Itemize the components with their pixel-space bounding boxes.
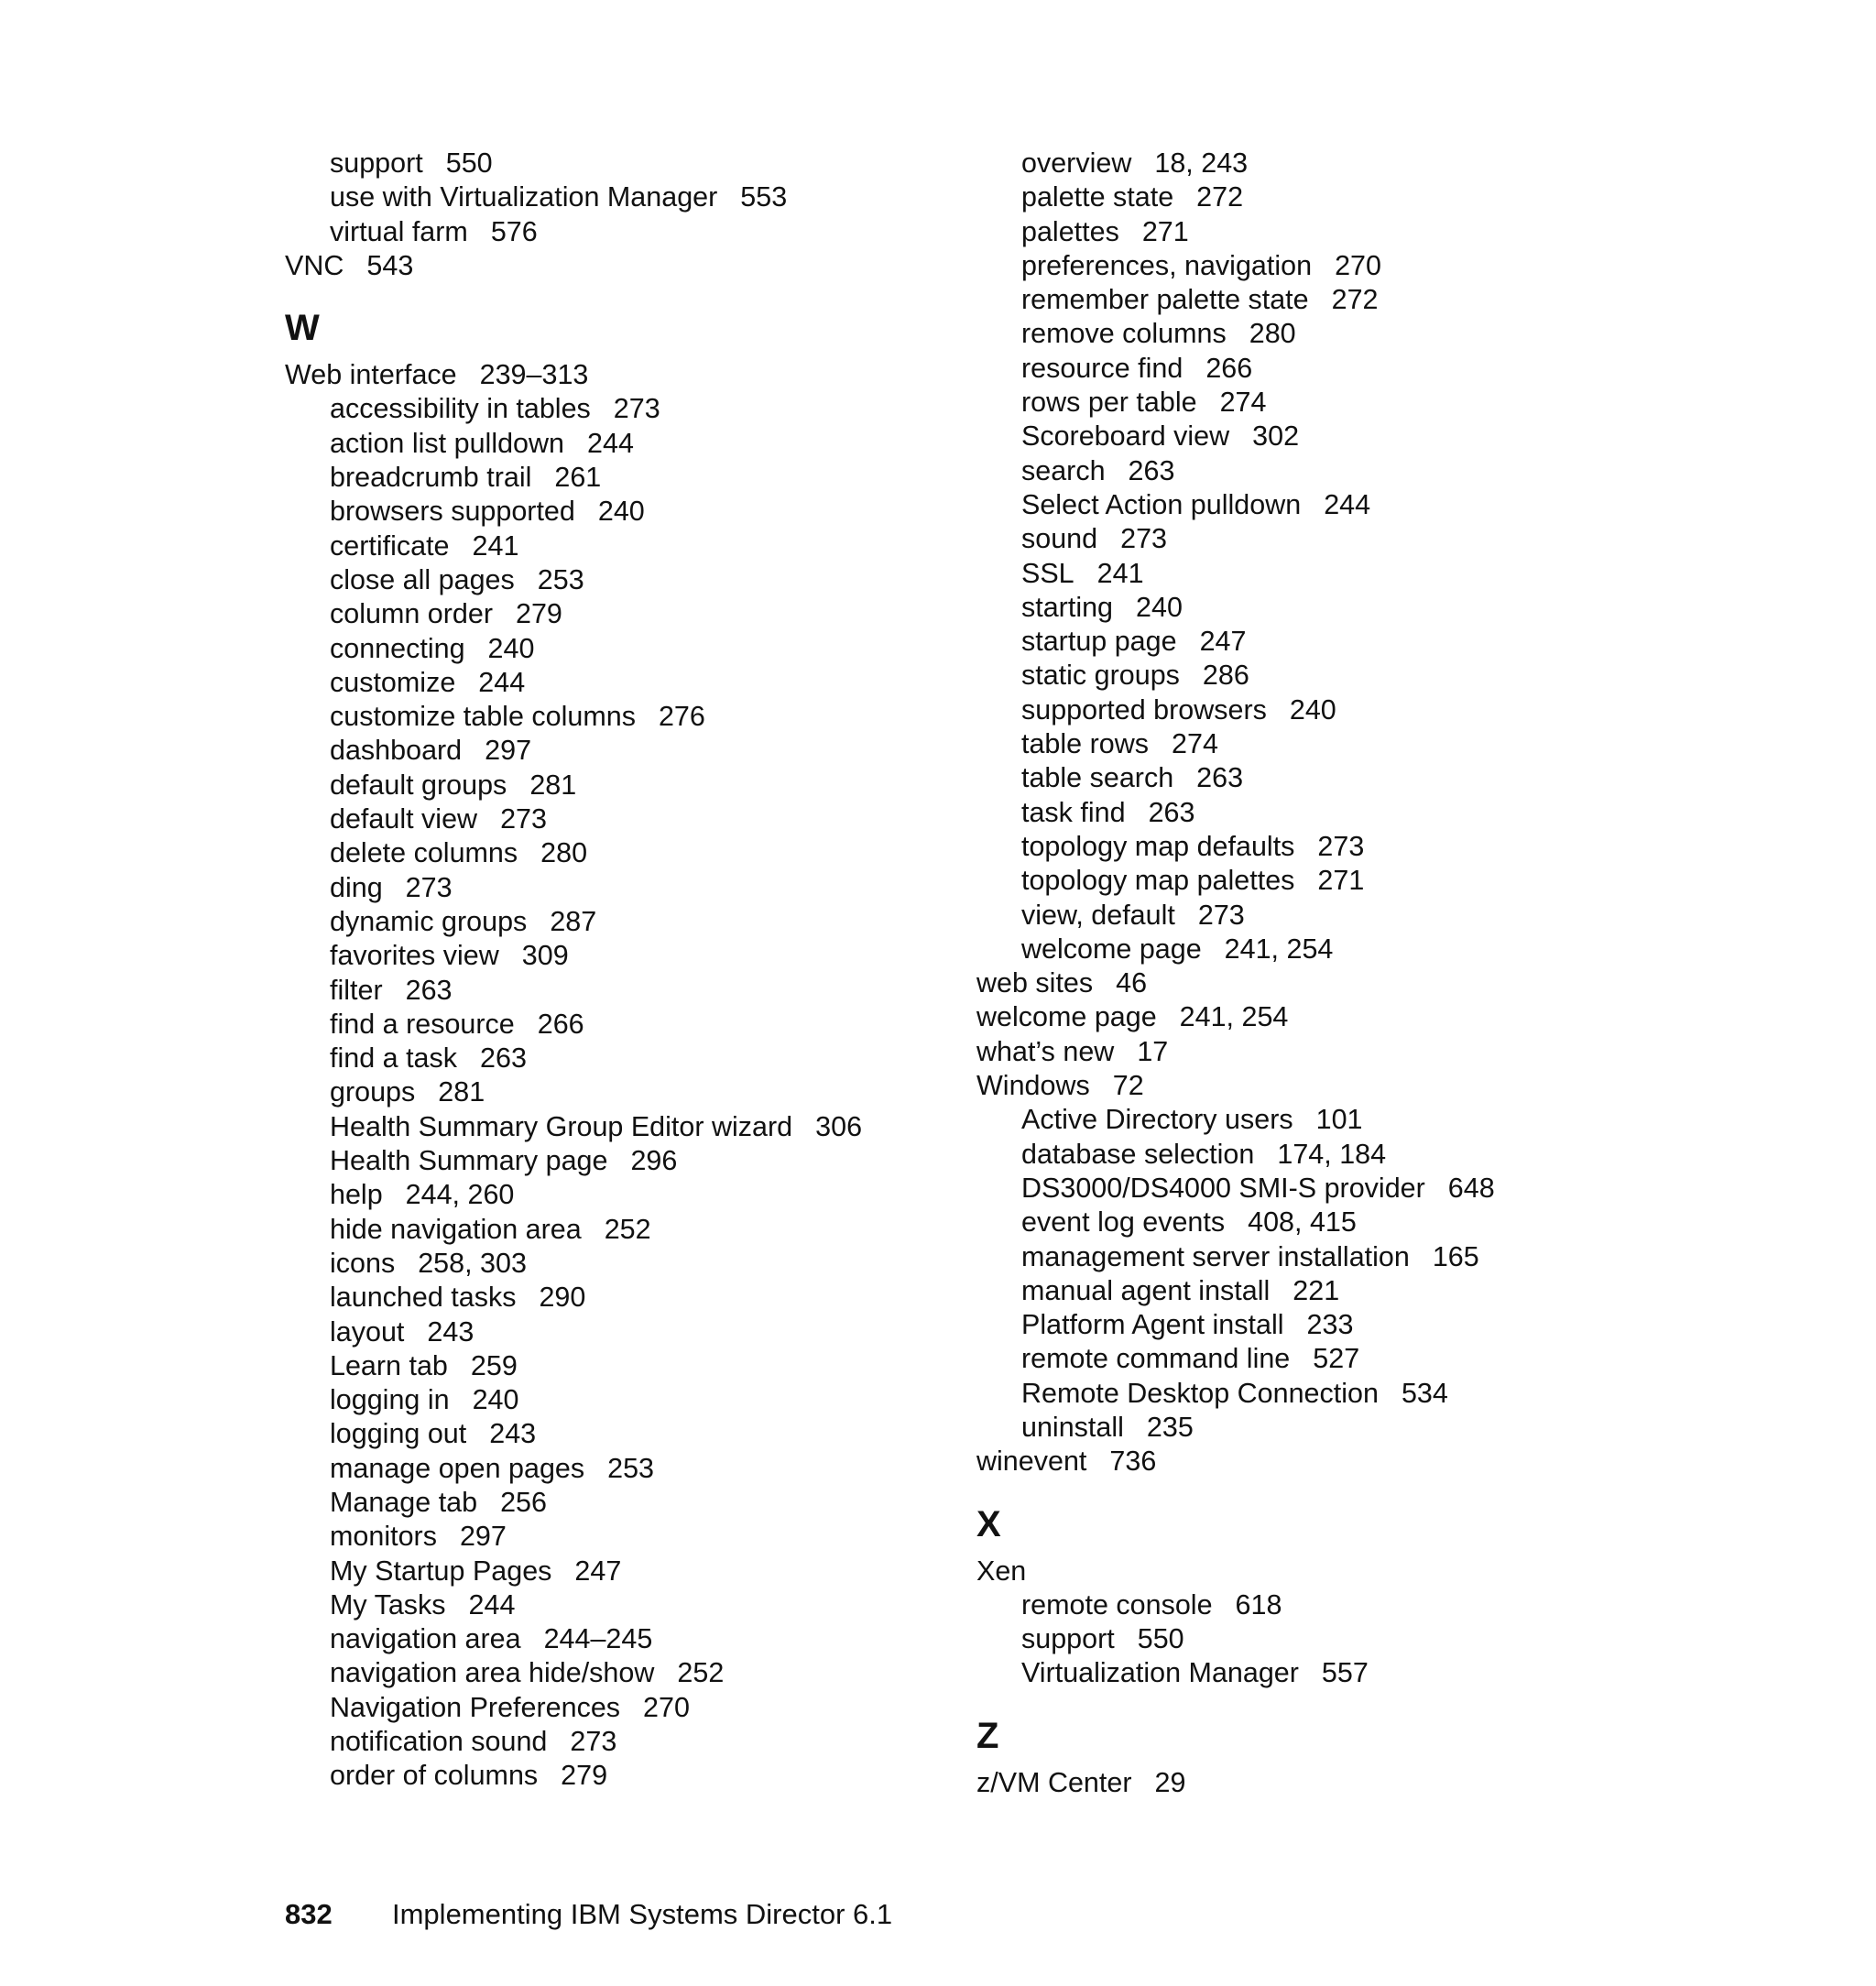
index-subentry — [285, 905, 862, 939]
index-subentry — [285, 1315, 862, 1349]
index-subentry — [285, 1486, 862, 1520]
index-page-refs: 241 — [1096, 557, 1144, 589]
index-page-refs: 281 — [529, 769, 577, 801]
index-term: order of columns — [330, 1760, 539, 1792]
index-subentry — [285, 563, 862, 597]
index-page-refs: 266 — [537, 1008, 584, 1040]
index-page-refs: 281 — [438, 1076, 485, 1108]
index-subentry — [976, 1588, 1495, 1622]
index-page-refs: 290 — [539, 1282, 586, 1314]
index-subentry — [976, 1411, 1495, 1445]
index-term: ding — [330, 871, 383, 903]
index-page-refs: 101 — [1315, 1104, 1363, 1136]
index-page-refs: 543 — [366, 249, 414, 281]
index-subentry — [285, 939, 862, 973]
index-page-refs: 252 — [604, 1213, 651, 1245]
index-page-refs: 279 — [516, 598, 562, 630]
index-subentry — [976, 283, 1495, 317]
index-subentry — [976, 1622, 1495, 1656]
index-term: default groups — [330, 769, 507, 801]
index-subentry — [976, 761, 1495, 795]
index-term: help — [330, 1179, 383, 1211]
index-page-refs: 272 — [1196, 181, 1244, 213]
index-term: Active Directory users — [1021, 1104, 1293, 1136]
index-subentry — [976, 659, 1495, 693]
index-subentry — [976, 180, 1495, 214]
index-subentry — [285, 1417, 862, 1451]
index-page-refs: 240 — [597, 496, 645, 528]
index-subentry — [976, 1138, 1495, 1172]
index-page-refs: 244–245 — [543, 1623, 653, 1655]
index-page-refs: 302 — [1252, 420, 1300, 453]
index-page-refs: 263 — [1128, 454, 1175, 486]
book-title: Implementing IBM Systems Director 6.1 — [392, 1898, 893, 1930]
index-subentry — [285, 392, 862, 426]
index-term: groups — [330, 1076, 416, 1108]
index-subentry — [976, 1308, 1495, 1342]
index-term: dashboard — [330, 735, 463, 767]
index-subentry — [285, 1725, 862, 1759]
index-subentry — [976, 864, 1495, 898]
index-page-refs: 247 — [574, 1555, 622, 1587]
index-term: close all pages — [330, 563, 515, 595]
index-page-refs: 286 — [1202, 660, 1249, 692]
index-page-refs: 550 — [445, 147, 493, 179]
index-subentry — [285, 1008, 862, 1042]
index-page-refs: 72 — [1112, 1070, 1144, 1102]
index-term: Health Summary Group Editor wizard — [330, 1110, 793, 1142]
index-term: support — [1021, 1623, 1115, 1655]
index-subentry — [285, 147, 862, 180]
index-term: welcome page — [1021, 933, 1202, 965]
index-page-refs: 273 — [1317, 830, 1365, 862]
index-subentry — [285, 1178, 862, 1212]
index-subentry — [285, 1281, 862, 1315]
index-entry — [976, 1555, 1495, 1588]
index-subentry — [976, 488, 1495, 522]
index-term: palette state — [1021, 181, 1174, 213]
index-page-refs: 244 — [468, 1588, 516, 1620]
index-page-refs: 259 — [470, 1349, 518, 1381]
index-page-refs: 263 — [1148, 796, 1195, 828]
index-term: Virtualization Manager — [1021, 1657, 1299, 1689]
index-subentry — [285, 1555, 862, 1588]
index-page-refs: 241, 254 — [1224, 933, 1334, 965]
index-term: event log events — [1021, 1206, 1226, 1239]
index-subentry — [285, 1520, 862, 1554]
index-entry — [976, 1000, 1495, 1034]
index-column-left — [285, 147, 862, 1794]
index-term: Platform Agent install — [1021, 1309, 1284, 1341]
index-term: favorites view — [330, 940, 499, 972]
index-term: remove columns — [1021, 318, 1227, 350]
index-term: layout — [330, 1315, 405, 1348]
index-term: overview — [1021, 147, 1132, 179]
index-section-letter: X — [976, 1503, 1001, 1544]
index-page-refs: 258, 303 — [418, 1247, 527, 1279]
index-term: winevent — [976, 1446, 1087, 1478]
index-term: remote command line — [1021, 1343, 1291, 1375]
index-subentry — [976, 796, 1495, 830]
index-page-refs: 263 — [1196, 762, 1244, 794]
index-page-refs: 297 — [485, 735, 532, 767]
index-page-refs: 235 — [1146, 1411, 1194, 1443]
index-entry — [976, 1766, 1495, 1800]
index-term: certificate — [330, 529, 450, 562]
index-subentry — [976, 1377, 1495, 1411]
index-subentry — [285, 769, 862, 802]
index-page-refs: 550 — [1137, 1623, 1184, 1655]
index-subentry — [976, 1240, 1495, 1274]
index-term: search — [1021, 454, 1106, 486]
index-page-refs: 221 — [1292, 1274, 1340, 1306]
index-term: Manage tab — [330, 1486, 478, 1518]
index-term: monitors — [330, 1521, 437, 1553]
index-page-refs: 557 — [1321, 1657, 1369, 1689]
index-section-letter: Z — [976, 1715, 999, 1756]
index-page-refs: 17 — [1137, 1035, 1169, 1067]
index-page-refs: 29 — [1154, 1766, 1186, 1798]
index-page-refs: 271 — [1141, 215, 1189, 247]
index-subentry — [285, 871, 862, 905]
index-page-refs: 273 — [613, 393, 660, 425]
index-term: Select Action pulldown — [1021, 488, 1302, 520]
index-page-refs: 273 — [500, 803, 547, 835]
index-term: browsers supported — [330, 496, 575, 528]
index-page-refs: 280 — [1249, 318, 1296, 350]
index-subentry — [976, 1103, 1495, 1137]
index-page-refs: 239–313 — [479, 359, 589, 391]
index-term: navigation area hide/show — [330, 1657, 655, 1689]
index-page-refs: 244 — [1324, 488, 1371, 520]
index-subentry — [976, 693, 1495, 727]
index-page-refs: 279 — [561, 1760, 608, 1792]
index-term: VNC — [285, 249, 344, 281]
index-subentry — [285, 215, 862, 249]
index-term: virtual farm — [330, 215, 468, 247]
index-entry — [285, 249, 862, 283]
index-page-refs: 165 — [1432, 1240, 1479, 1272]
index-term: table rows — [1021, 728, 1150, 760]
index-subentry — [976, 625, 1495, 659]
index-entry — [285, 358, 862, 392]
index-subentry — [285, 1075, 862, 1109]
index-term: preferences, navigation — [1021, 249, 1313, 281]
index-subentry — [976, 386, 1495, 420]
index-page-refs: 272 — [1331, 284, 1379, 316]
index-subentry — [285, 1452, 862, 1486]
index-term: action list pulldown — [330, 427, 565, 459]
index-term: manage open pages — [330, 1452, 585, 1484]
index-term: manual agent install — [1021, 1274, 1271, 1306]
index-term: find a resource — [330, 1008, 515, 1040]
index-subentry — [976, 522, 1495, 556]
index-term: Remote Desktop Connection — [1021, 1377, 1379, 1409]
index-subentry — [976, 352, 1495, 386]
index-subentry — [976, 215, 1495, 249]
index-page-refs: 244, 260 — [405, 1179, 515, 1211]
index-page-refs: 306 — [815, 1110, 863, 1142]
index-subentry — [976, 557, 1495, 591]
index-subentry — [976, 420, 1495, 453]
index-page-refs: 287 — [550, 905, 597, 937]
index-page-refs: 261 — [554, 462, 602, 494]
index-term: Learn tab — [330, 1349, 448, 1381]
index-page-refs: 648 — [1447, 1172, 1495, 1204]
index-page-refs: 273 — [1197, 899, 1245, 931]
index-page-refs: 309 — [521, 940, 569, 972]
index-term: what’s new — [976, 1035, 1115, 1067]
page-number: 832 — [285, 1898, 333, 1930]
index-subentry — [976, 249, 1495, 283]
index-page-refs: 233 — [1306, 1309, 1354, 1341]
index-subentry — [285, 1691, 862, 1725]
index-page-refs: 243 — [427, 1315, 474, 1348]
index-term: database selection — [1021, 1138, 1255, 1170]
index-subentry — [976, 147, 1495, 180]
index-term: customize — [330, 666, 456, 698]
index-subentry — [976, 1274, 1495, 1308]
index-term: startup page — [1021, 626, 1177, 658]
index-subentry — [976, 727, 1495, 761]
index-page-refs: 274 — [1219, 387, 1267, 419]
index-subentry — [285, 427, 862, 461]
index-subentry — [285, 1144, 862, 1178]
index-subentry — [976, 830, 1495, 864]
index-term: breadcrumb trail — [330, 462, 532, 494]
index-term: starting — [1021, 591, 1114, 623]
index-page-refs: 296 — [630, 1145, 678, 1177]
index-term: icons — [330, 1247, 396, 1279]
index-page-refs: 270 — [1335, 249, 1381, 281]
index-term: navigation area — [330, 1623, 521, 1655]
index-subentry — [285, 1759, 862, 1793]
index-subentry — [285, 666, 862, 700]
index-term: logging out — [330, 1418, 467, 1450]
index-page-refs: 276 — [658, 701, 705, 733]
index-term: topology map palettes — [1021, 865, 1295, 897]
index-subentry — [976, 1206, 1495, 1239]
index-subentry — [976, 1342, 1495, 1376]
index-subentry — [285, 529, 862, 563]
index-page-refs: 247 — [1199, 626, 1247, 658]
index-page-refs: 241 — [472, 529, 519, 562]
index-page-refs: 736 — [1109, 1446, 1157, 1478]
index-term: column order — [330, 598, 493, 630]
index-entry — [976, 1069, 1495, 1103]
index-page-refs: 240 — [1289, 693, 1336, 726]
index-page-refs: 240 — [487, 632, 535, 664]
index-term: find a task — [330, 1042, 458, 1075]
index-term: notification sound — [330, 1726, 548, 1758]
index-term: launched tasks — [330, 1282, 517, 1314]
index-term: Navigation Preferences — [330, 1691, 621, 1723]
index-term: use with Virtualization Manager — [330, 181, 718, 213]
index-page-refs: 576 — [490, 215, 538, 247]
index-page-refs: 273 — [1120, 523, 1167, 555]
index-subentry — [285, 802, 862, 836]
index-page-refs: 618 — [1235, 1588, 1282, 1620]
index-term: Xen — [976, 1555, 1027, 1587]
index-subentry — [976, 591, 1495, 625]
index-subentry — [285, 1213, 862, 1247]
index-term: topology map defaults — [1021, 830, 1295, 862]
index-term: sound — [1021, 523, 1098, 555]
index-page-refs: 273 — [405, 871, 453, 903]
index-page-refs: 256 — [500, 1486, 547, 1518]
index-term: My Startup Pages — [330, 1555, 552, 1587]
index-page-refs: 243 — [489, 1418, 537, 1450]
index-page-refs: 18, 243 — [1154, 147, 1249, 179]
index-term: view, default — [1021, 899, 1175, 931]
index-term: uninstall — [1021, 1411, 1124, 1443]
index-term: SSL — [1021, 557, 1074, 589]
index-term: palettes — [1021, 215, 1119, 247]
index-subentry — [285, 1042, 862, 1075]
index-page-refs: 174, 184 — [1277, 1138, 1387, 1170]
index-term: task find — [1021, 796, 1126, 828]
index-term: default view — [330, 803, 478, 835]
index-subentry — [285, 180, 862, 214]
index-subentry — [285, 1349, 862, 1383]
index-page-refs: 527 — [1313, 1343, 1360, 1375]
index-subentry — [285, 1383, 862, 1417]
index-term: dynamic groups — [330, 905, 528, 937]
index-term: My Tasks — [330, 1588, 446, 1620]
index-subentry — [976, 899, 1495, 933]
index-page-refs: 253 — [537, 563, 584, 595]
index-term: accessibility in tables — [330, 393, 591, 425]
index-page-refs: 266 — [1205, 352, 1253, 384]
index-page-refs: 297 — [459, 1521, 507, 1553]
index-subentry — [285, 1588, 862, 1622]
index-subentry — [285, 495, 862, 529]
index-page-refs: 534 — [1401, 1377, 1448, 1409]
index-term: static groups — [1021, 660, 1180, 692]
index-term: logging in — [330, 1384, 450, 1416]
index-term: Windows — [976, 1070, 1090, 1102]
index-column-right — [976, 147, 1495, 1800]
index-subentry — [285, 632, 862, 666]
index-page-refs: 280 — [540, 837, 588, 869]
index-term: z/VM Center — [976, 1766, 1132, 1798]
index-page-refs: 408, 415 — [1248, 1206, 1357, 1239]
index-page-refs: 274 — [1172, 728, 1218, 760]
index-section-letter: W — [285, 308, 320, 349]
index-page-refs: 240 — [1136, 591, 1183, 623]
index-term: Scoreboard view — [1021, 420, 1230, 453]
index-subentry — [285, 700, 862, 734]
index-term: DS3000/DS4000 SMI-S provider — [1021, 1172, 1425, 1204]
index-subentry — [285, 836, 862, 870]
index-page-refs: 263 — [405, 974, 453, 1006]
index-term: support — [330, 147, 423, 179]
index-subentry — [285, 461, 862, 495]
index-page-refs: 270 — [643, 1691, 690, 1723]
index-entry — [976, 1035, 1495, 1069]
index-subentry — [285, 734, 862, 768]
index-term: supported browsers — [1021, 693, 1267, 726]
index-page-refs: 273 — [570, 1726, 617, 1758]
index-subentry — [976, 317, 1495, 351]
index-page-refs: 252 — [677, 1657, 725, 1689]
index-term: remember palette state — [1021, 284, 1309, 316]
index-page-refs: 240 — [472, 1384, 519, 1416]
index-page-refs: 271 — [1317, 865, 1365, 897]
index-subentry — [285, 597, 862, 631]
index-term: management server installation — [1021, 1240, 1410, 1272]
index-page-refs: 241, 254 — [1179, 1001, 1289, 1033]
index-term: filter — [330, 974, 383, 1006]
index-term: resource find — [1021, 352, 1183, 384]
index-term: customize table columns — [330, 701, 636, 733]
index-subentry — [285, 1656, 862, 1690]
index-subentry — [285, 1622, 862, 1656]
index-term: web sites — [976, 967, 1094, 999]
index-page-refs: 46 — [1116, 967, 1148, 999]
index-subentry — [285, 1247, 862, 1281]
index-subentry — [976, 1172, 1495, 1206]
index-page-refs: 244 — [478, 666, 526, 698]
page-footer — [285, 1898, 892, 1931]
index-term: connecting — [330, 632, 465, 664]
index-term: welcome page — [976, 1001, 1157, 1033]
index-page-refs: 263 — [480, 1042, 527, 1075]
index-page-refs: 253 — [607, 1452, 655, 1484]
index-term: Web interface — [285, 359, 457, 391]
index-term: table search — [1021, 762, 1174, 794]
index-term: Health Summary page — [330, 1145, 608, 1177]
index-page-refs: 553 — [740, 181, 788, 213]
index-entry — [976, 966, 1495, 1000]
index-term: hide navigation area — [330, 1213, 582, 1245]
index-term: remote console — [1021, 1588, 1213, 1620]
index-subentry — [285, 1110, 862, 1144]
index-page-refs: 244 — [587, 427, 634, 459]
index-term: rows per table — [1021, 387, 1197, 419]
index-term: delete columns — [330, 837, 518, 869]
index-subentry — [976, 933, 1495, 966]
index-subentry — [976, 454, 1495, 488]
index-subentry — [976, 1656, 1495, 1690]
index-subentry — [285, 974, 862, 1008]
index-entry — [976, 1445, 1495, 1479]
